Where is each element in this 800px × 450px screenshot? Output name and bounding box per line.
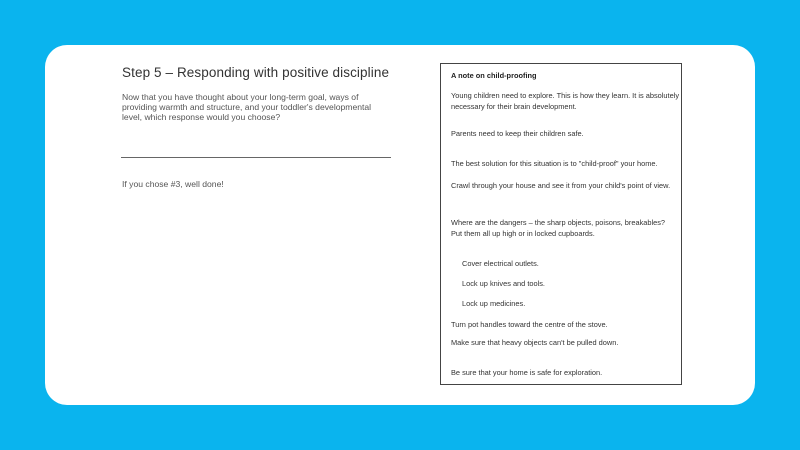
note-paragraph-crawl: Crawl through your house and see it from your child's point of view. [451,181,671,190]
note-paragraph-safe: Parents need to keep their children safe. [451,129,584,138]
note-title: A note on child-proofing [451,71,537,80]
answer-line [121,157,391,158]
feedback-text: If you chose #3, well done! [122,179,224,189]
list-item: Lock up medicines. [462,299,526,308]
note-paragraph-dangers: Where are the dangers – the sharp objects, poisons, breakables? [451,218,666,227]
slide-card [45,45,755,405]
child-proofing-note [440,63,682,385]
left-column [122,65,402,123]
note-paragraph-explore: Young children need to explore. This is how they learn. It is absolutely necessary for their brain development. [451,91,680,111]
note-paragraph-solution: The best solution for this situation is to "child-proof" your home. [451,159,658,168]
list-item: Lock up knives and tools. [462,279,545,288]
note-paragraph-put-away: Put them all up high or in locked cupboards. [451,229,595,238]
step-title: Step 5 – Responding with positive discipline [122,65,390,80]
list-item: Cover electrical outlets. [462,259,539,268]
note-paragraph-pot-handles: Turn pot handles toward the centre of the stove. [451,320,608,329]
note-paragraph-heavy-objects: Make sure that heavy objects can't be pulled down. [451,338,619,347]
intro-question: Now that you have thought about your long-term goal, ways of providing warmth and structure, and your toddler's developmental level, which response would you choose? [122,92,372,123]
note-paragraph-safe-exploration: Be sure that your home is safe for exploration. [451,368,603,377]
